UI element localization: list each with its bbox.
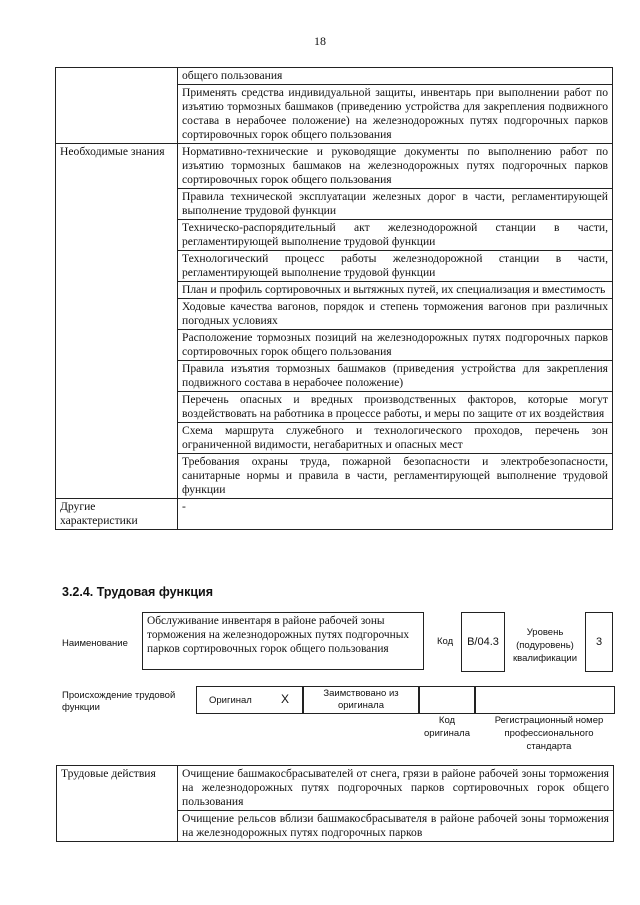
code-label: Код [437, 636, 454, 647]
table-cell: Применять средства индивидуальной защиты, инвентарь при выполнении работ по изъятию тормозных башмаков (приведению устройства для закрепления подвижного состава в нерабочее положение) на железнодорожных путях подгорочных парков сортировочных горок общего пользования [178, 85, 613, 144]
row-header-knowledge: Необходимые знания [56, 144, 178, 499]
level-label: Уровень (подуровень) квалификации [512, 627, 578, 664]
table-cell: План и профиль сортировочных и вытяжных путей, их специализация и вместимость [178, 282, 613, 299]
table-cell: Схема маршрута служебного и технологического проходов, перечень зон ограниченной видимости, негабаритных и опасных мест [178, 423, 613, 454]
table-row [56, 499, 613, 530]
table-cell: общего пользования [178, 68, 613, 85]
reg-number-label: Регистрационный номер профессионального стандарта [494, 715, 604, 752]
name-label: Наименование [62, 638, 128, 649]
code-value-box: B/04.3 [461, 612, 505, 672]
table-cell: Ходовые качества вагонов, порядок и степень торможения вагонов при различных погодных условиях [178, 299, 613, 330]
table-cell: Перечень опасных и вредных производственных факторов, которые могут воздействовать на работника в процессе работы, и меры по защите от их воздействия [178, 392, 613, 423]
reg-number-cell [474, 686, 615, 714]
page-number: 18 [314, 34, 326, 48]
code-original-cell [418, 686, 476, 714]
original-cell [196, 686, 304, 714]
level-value-box: 3 [585, 612, 613, 672]
borrowed-label: Заимствовано из оригинала [323, 688, 399, 711]
code-original-label: Код оригинала [424, 715, 471, 739]
table-row [56, 68, 613, 85]
borrowed-cell [302, 686, 420, 714]
section-title: 3.2.4. Трудовая функция [62, 585, 214, 599]
table-row [56, 144, 613, 189]
table-cell: Технологический процесс работы железнодорожной станции в части, регламентирующей выполнение трудовой функции [178, 251, 613, 282]
table-cell: Нормативно-технические и руководящие документы по выполнению работ по изъятию тормозных башмаков на железнодорожных путях подгорочных парков сортировочных горок общего пользования [178, 144, 613, 189]
table-cell: Требования охраны труда, пожарной безопасности и электробезопасности, санитарные нормы и правила в части, регламентирующей выполнение трудовой функции [178, 454, 613, 499]
table-cell: Правила технической эксплуатации железных дорог в части, регламентирующей выполнение трудовой функции [178, 189, 613, 220]
table-cell: Расположение тормозных позиций на железнодорожных путях подгорочных парков сортировочных горок общего пользования [178, 330, 613, 361]
table-cell: Правила изъятия тормозных башмаков (приведения устройства для закрепления подвижного состава в нерабочее положение) [178, 361, 613, 392]
row-header-other: Другие характеристики [56, 499, 178, 530]
original-mark: X [281, 692, 290, 706]
table-cell: - [178, 499, 613, 530]
table-cell: Очищение башмакосбрасывателей от снега, грязи в районе рабочей зоны торможения на железнодорожных путях подгорочных парков сортировочных горок общего пользования [178, 766, 614, 811]
function-name-box: Обслуживание инвентаря в районе рабочей зоны торможения на железнодорожных путях подгорочных парков сортировочных горок общего пользования [142, 612, 424, 670]
knowledge-table [55, 67, 613, 530]
table-cell-left [56, 68, 178, 144]
original-label: Оригинал [209, 695, 252, 706]
actions-table [56, 765, 614, 842]
origin-label: Происхождение трудовой функции [62, 690, 176, 713]
table-cell: Техническо-распорядительный акт железнодорожной станции в части, регламентирующей выполнение трудовой функции [178, 220, 613, 251]
table-row [57, 766, 614, 811]
table-cell: Очищение рельсов вблизи башмакосбрасывателя в районе рабочей зоны торможения на железнодорожных путях подгорочных парков [178, 811, 614, 842]
row-header-actions: Трудовые действия [57, 766, 178, 842]
